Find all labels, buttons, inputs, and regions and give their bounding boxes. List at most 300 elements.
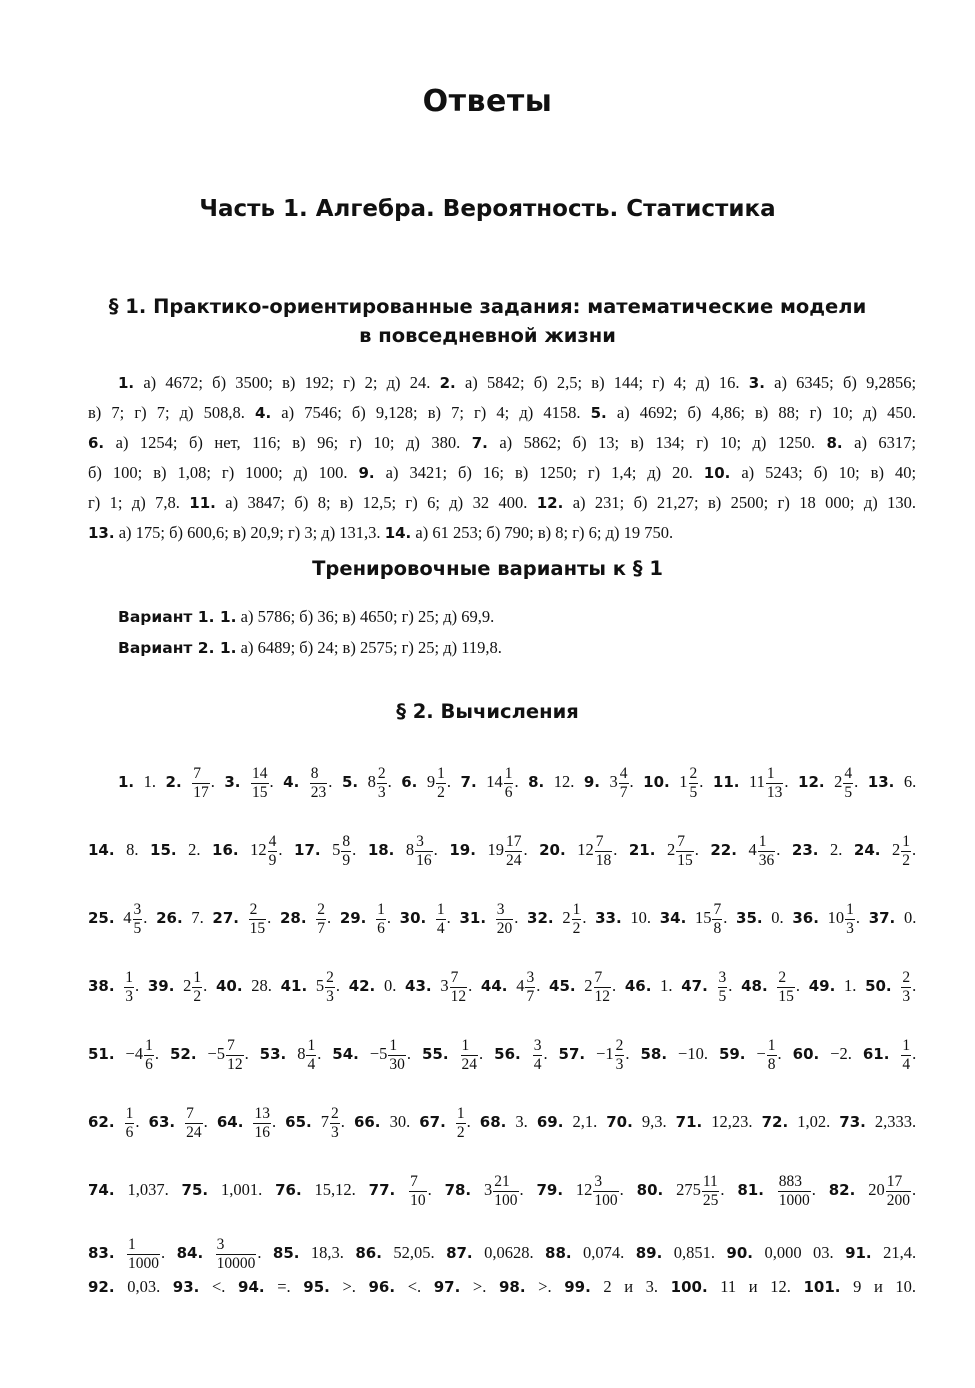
fraction-period: .: [203, 1112, 208, 1131]
answer-text: >.: [472, 1277, 487, 1296]
answer-fraction: [460, 1036, 484, 1073]
fraction: [505, 833, 523, 870]
fraction-period: .: [244, 1044, 249, 1063]
answer-number: 25.: [88, 909, 115, 927]
answer-line: [88, 758, 916, 806]
fraction: [594, 969, 612, 1006]
answer-number: 24.: [853, 841, 881, 859]
fraction-numerator: 21: [493, 1173, 518, 1192]
answer-text: 52,05.: [393, 1243, 435, 1263]
fraction-denominator: 12: [227, 1055, 243, 1073]
fraction-numerator: 1: [846, 900, 854, 918]
fraction-whole: 2: [584, 976, 593, 995]
answer-text: 0,03.: [127, 1277, 161, 1296]
answer-fraction: [183, 968, 208, 1005]
answer-fraction: [575, 1172, 624, 1209]
fraction-denominator: 16: [254, 1123, 270, 1141]
answer-fraction: [694, 900, 728, 937]
fraction-whole: 4: [748, 840, 757, 859]
answer-text: 28.: [251, 976, 272, 995]
answer-text: 2.: [188, 840, 201, 859]
fraction: [124, 969, 134, 1006]
fraction-period: .: [536, 976, 541, 995]
answer-line: [88, 962, 916, 1010]
answer-fraction: [207, 1036, 249, 1073]
answer-fraction: [495, 900, 519, 937]
fraction-denominator: 15: [252, 783, 268, 801]
fraction: [533, 1037, 543, 1074]
fraction-whole: 12: [577, 840, 594, 859]
answer-number: 9.: [583, 773, 601, 791]
fraction-whole: 2: [562, 908, 571, 927]
answer-number: 93.: [172, 1278, 200, 1296]
answer-number: 4.: [283, 773, 300, 791]
fraction-whole: −1: [596, 1044, 614, 1063]
fraction-numerator: 2: [331, 1104, 339, 1122]
answer-number: 38.: [88, 977, 115, 995]
fraction: [845, 901, 855, 938]
answer-line: [88, 1098, 916, 1146]
answer-number: 99.: [564, 1278, 591, 1296]
answer-text: <.: [211, 1277, 226, 1296]
fraction-period: .: [479, 1044, 484, 1063]
fraction-period: .: [328, 772, 333, 791]
answer-number: 83.: [88, 1244, 115, 1263]
answer-number: 52.: [169, 1045, 197, 1063]
answer-number: 101.: [803, 1278, 841, 1296]
fraction-numerator: 7: [192, 765, 210, 784]
answer-number: 67.: [419, 1113, 446, 1131]
fraction-period: .: [625, 1044, 630, 1063]
answer-fraction: [776, 968, 800, 1005]
answer-line: [88, 826, 916, 874]
training-variant-1: [118, 607, 494, 627]
answer-text: а) 5842; б) 2,5; в) 144; г) 4; д) 16.: [464, 373, 740, 392]
answer-fraction: [455, 1104, 471, 1141]
answer-number: 18.: [367, 841, 395, 859]
answer-fraction: [516, 968, 541, 1005]
answer-text: 1,037.: [127, 1180, 169, 1199]
fraction-period: .: [519, 1180, 524, 1199]
answer-number: 78.: [444, 1181, 472, 1199]
answer-number: 40.: [215, 977, 243, 995]
fraction: [777, 969, 795, 1006]
answer-text: 0.: [903, 908, 917, 927]
answer-number: 51.: [88, 1045, 115, 1063]
fraction: [572, 901, 582, 938]
variant-1-label: Вариант 1. 1.: [118, 608, 237, 626]
fraction-denominator: 9: [268, 851, 277, 869]
answer-text: в) 7; г) 7; д) 508,8.: [88, 403, 245, 422]
answer-number: 50.: [865, 977, 892, 995]
fraction: [456, 1105, 466, 1142]
fraction-denominator: 6: [145, 1055, 153, 1073]
answer-number: 14.: [384, 524, 412, 542]
answer-fraction: [184, 1104, 208, 1141]
fraction-period: .: [278, 840, 283, 859]
answer-number: 27.: [212, 909, 239, 927]
fraction-numerator: 14: [252, 764, 268, 782]
fraction-denominator: 2: [572, 919, 581, 937]
answer-number: 77.: [368, 1181, 396, 1199]
fraction-denominator: 2: [193, 987, 202, 1005]
answer-fraction: [756, 1036, 782, 1073]
answer-line: [88, 458, 916, 488]
fraction-whole: 3: [440, 976, 449, 995]
answer-number: 43.: [405, 977, 432, 995]
fraction-period: .: [720, 1180, 725, 1199]
answer-number: 88.: [545, 1244, 572, 1263]
fraction-period: .: [629, 772, 634, 791]
answer-text: =.: [277, 1277, 291, 1296]
fraction-numerator: 4: [268, 832, 277, 850]
answer-text: а) 231; б) 21,27; в) 2500; г) 18 000; д) 130.: [572, 493, 917, 512]
fraction-denominator: 100: [494, 1191, 518, 1209]
answer-number: 53.: [259, 1045, 287, 1063]
answer-number: 7.: [460, 773, 477, 791]
fraction-whole: 2: [892, 840, 901, 859]
answer-number: 36.: [792, 909, 819, 927]
answer-number: 72.: [761, 1113, 789, 1131]
answer-fraction: [487, 832, 528, 869]
fraction: [310, 765, 328, 802]
fraction-denominator: 100: [594, 1191, 618, 1209]
answer-fraction: [405, 832, 438, 869]
answer-number: 23.: [791, 841, 819, 859]
answer-text: а) 3421; б) 16; в) 1250; г) 1,4; д) 20.: [385, 463, 693, 482]
fraction: [316, 901, 326, 938]
answer-number: 8.: [528, 773, 545, 791]
fraction-whole: 4: [123, 908, 132, 927]
answer-fraction: [125, 1036, 159, 1073]
fraction: [377, 765, 387, 802]
answer-fraction: [676, 1172, 725, 1209]
fraction-period: .: [210, 772, 215, 791]
fraction-period: .: [699, 772, 704, 791]
answer-number: 1.: [118, 773, 135, 791]
fraction-denominator: 30: [389, 1055, 405, 1073]
answer-text: −2.: [830, 1044, 852, 1063]
answer-number: 41.: [280, 977, 308, 995]
answer-number: 37.: [868, 909, 896, 927]
fraction-period: .: [446, 908, 451, 927]
answer-text: >.: [342, 1277, 356, 1296]
fraction-numerator: 1: [902, 1036, 911, 1054]
answer-fraction: [834, 764, 859, 801]
fraction-denominator: 2: [902, 851, 911, 869]
fraction-denominator: 200: [886, 1191, 910, 1209]
fraction: [712, 901, 722, 938]
answer-number: 61.: [862, 1045, 890, 1063]
answer-number: 32.: [527, 909, 554, 927]
fraction: [766, 765, 784, 802]
answer-text: б) 100; в) 1,08; г) 1000; д) 100.: [88, 463, 348, 482]
fraction-denominator: 16: [416, 851, 432, 869]
fraction-period: .: [135, 1112, 140, 1131]
answer-number: 48.: [741, 977, 768, 995]
fraction-denominator: 17: [193, 783, 209, 801]
fraction-denominator: 23: [310, 783, 327, 801]
fraction-numerator: 1: [125, 1104, 134, 1122]
fraction-whole: 15: [694, 908, 712, 927]
fraction-denominator: 5: [844, 783, 853, 801]
fraction-numerator: 8: [310, 765, 328, 784]
fraction-whole: −4: [125, 1044, 144, 1063]
fraction-whole: 3: [609, 772, 618, 791]
fraction: [133, 901, 143, 938]
answer-number: 69.: [536, 1113, 564, 1131]
answer-number: 34.: [659, 909, 687, 927]
answer-number: 59.: [718, 1045, 746, 1063]
fraction-numerator: 2: [377, 764, 386, 782]
fraction-numerator: 13: [254, 1104, 270, 1122]
fraction-period: .: [613, 840, 618, 859]
answer-number: 100.: [670, 1278, 708, 1296]
fraction-numerator: 1: [461, 1037, 479, 1056]
answer-number: 87.: [446, 1244, 473, 1263]
fraction: [525, 969, 535, 1006]
fraction-whole: 20: [868, 1180, 885, 1199]
fraction-denominator: 24: [505, 851, 522, 869]
answer-text: 0,000 03.: [764, 1243, 834, 1263]
fraction-whole: 3: [484, 1180, 493, 1199]
fraction: [253, 1105, 271, 1142]
answer-fraction: [584, 968, 617, 1005]
answer-number: 97.: [433, 1278, 461, 1296]
answer-number: 17.: [294, 841, 321, 859]
answer-text: 9,3.: [641, 1112, 667, 1131]
fraction-period: .: [514, 908, 519, 927]
answer-number: 55.: [422, 1045, 449, 1063]
answer-number: 62.: [88, 1113, 115, 1131]
fraction: [619, 765, 629, 802]
answer-number: 57.: [558, 1045, 586, 1063]
answer-fraction: [367, 764, 392, 801]
fraction: [901, 833, 911, 870]
fraction-denominator: 7: [526, 987, 535, 1005]
fraction-denominator: 3: [902, 987, 911, 1005]
answer-fraction: [124, 1104, 140, 1141]
answer-fraction: [215, 1236, 262, 1272]
answer-number: 29.: [339, 909, 367, 927]
answer-fraction: [123, 968, 140, 1005]
answer-fraction: [250, 764, 274, 801]
answer-number: 12.: [536, 494, 564, 512]
fraction: [450, 969, 468, 1006]
fraction-whole: 8: [367, 772, 376, 791]
answer-line: [88, 1030, 916, 1078]
answer-line: [88, 1166, 916, 1214]
fraction-numerator: 2: [615, 1036, 624, 1054]
fraction-period: .: [523, 840, 528, 859]
answer-fraction: [679, 764, 704, 801]
fraction-numerator: 2: [317, 900, 325, 918]
fraction-numerator: 3: [526, 968, 535, 986]
answer-number: 13.: [867, 773, 895, 791]
answer-number: 76.: [275, 1181, 302, 1199]
fraction-numerator: 2: [326, 968, 334, 986]
fraction: [127, 1236, 160, 1273]
fraction-denominator: 8: [767, 1055, 776, 1073]
answer-text: 0.: [383, 976, 397, 995]
fraction: [341, 833, 351, 870]
answer-fraction: [332, 832, 357, 869]
fraction: [758, 833, 776, 870]
fraction-period: .: [582, 908, 587, 927]
answer-line: [88, 488, 916, 518]
answer-number: 31.: [459, 909, 487, 927]
answer-number: 12.: [798, 773, 825, 791]
fraction-denominator: 3: [326, 987, 334, 1005]
fraction-numerator: 7: [595, 833, 613, 852]
fraction-numerator: 7: [226, 1037, 244, 1056]
fraction-whole: 5: [332, 840, 341, 859]
fraction-numerator: 1: [377, 900, 385, 918]
fraction: [493, 1173, 518, 1210]
fraction-period: .: [543, 1044, 548, 1063]
answer-number: 98.: [498, 1278, 526, 1296]
fraction: [251, 765, 269, 802]
fraction-period: .: [317, 1044, 322, 1063]
fraction-period: .: [912, 976, 917, 995]
answer-number: 90.: [726, 1244, 753, 1263]
fraction-denominator: 4: [533, 1055, 542, 1073]
fraction-numerator: 1: [437, 764, 445, 782]
answer-fraction: [250, 832, 283, 869]
fraction-denominator: 18: [595, 851, 612, 869]
fraction-numerator: 4: [619, 764, 628, 782]
answer-fraction: [426, 764, 452, 801]
answer-text: <.: [407, 1277, 422, 1296]
fraction-numerator: 7: [185, 1105, 203, 1124]
answer-number: 94.: [238, 1278, 265, 1296]
answer-number: 96.: [368, 1278, 396, 1296]
fraction: [461, 1037, 479, 1074]
answer-text: а) 1254; б) нет, 116; в) 96; г) 10; д) 380.: [115, 433, 461, 452]
fraction-numerator: 2: [249, 901, 267, 920]
fraction-denominator: 20: [496, 919, 513, 937]
answer-text: 1,001.: [220, 1180, 263, 1199]
answer-number: 21.: [628, 841, 656, 859]
fraction: [436, 901, 446, 938]
fraction-period: .: [203, 976, 208, 995]
fraction: [843, 765, 853, 802]
answer-number: 46.: [624, 977, 652, 995]
fraction-denominator: 10: [410, 1191, 426, 1209]
fraction-denominator: 15: [249, 919, 266, 937]
fraction: [504, 765, 514, 802]
answer-number: 16.: [212, 841, 239, 859]
fraction-period: .: [340, 1112, 345, 1131]
answer-text: а) 175; б) 600,6; в) 20,9; г) 3; д) 131,3.: [118, 523, 381, 542]
fraction-period: .: [406, 1044, 412, 1063]
fraction: [702, 1173, 720, 1210]
answer-fraction: [596, 1036, 630, 1073]
fraction-numerator: 3: [415, 833, 433, 852]
answer-number: 3.: [224, 773, 241, 791]
fraction-period: .: [912, 1044, 917, 1063]
answer-fraction: [486, 764, 519, 801]
fraction-period: .: [335, 976, 340, 995]
fraction-period: .: [267, 908, 272, 927]
fraction-numerator: 1: [436, 900, 445, 918]
answer-fraction: [320, 1104, 345, 1141]
fraction-numerator: 7: [676, 833, 694, 852]
fraction-denominator: 3: [331, 1123, 339, 1141]
fraction: [125, 1105, 135, 1142]
answer-line: [88, 428, 916, 458]
answer-number: 8.: [826, 434, 843, 452]
fraction-period: .: [776, 840, 781, 859]
fraction-period: .: [811, 1180, 816, 1199]
fraction-denominator: 15: [677, 851, 693, 869]
answer-fraction: [297, 1036, 322, 1073]
fraction-numerator: 1: [145, 1036, 153, 1054]
fraction-denominator: 3: [615, 1055, 624, 1073]
fraction-numerator: 7: [409, 1173, 427, 1192]
fraction-denominator: 13: [766, 783, 783, 801]
answer-number: 20.: [539, 841, 566, 859]
fraction-numerator: 3: [533, 1036, 542, 1054]
answer-fraction: [892, 832, 917, 869]
answer-text: 7.: [191, 908, 204, 927]
answer-number: 3.: [748, 374, 765, 392]
fraction: [249, 901, 267, 938]
fraction: [185, 1105, 203, 1142]
fraction-period: .: [784, 772, 789, 791]
answer-fraction: [315, 968, 340, 1005]
answer-number: 6.: [401, 773, 418, 791]
fraction-period: .: [777, 1044, 782, 1063]
variant-2-text: а) 6489; б) 24; в) 2575; г) 25; д) 119,8.: [240, 638, 502, 657]
fraction-denominator: 9: [342, 851, 351, 869]
answer-text: 11 и 12.: [720, 1277, 791, 1296]
answer-fraction: [777, 1172, 816, 1209]
fraction-period: .: [612, 976, 617, 995]
fraction-period: .: [161, 1243, 166, 1263]
fraction-period: .: [446, 772, 452, 791]
fraction-denominator: 4: [436, 919, 445, 937]
answer-fraction: [484, 1172, 524, 1209]
answer-number: 15.: [150, 841, 177, 859]
fraction-whole: 14: [486, 772, 503, 791]
fraction-period: .: [135, 976, 140, 995]
fraction-numerator: 1: [767, 1036, 776, 1054]
answer-number: 1.: [118, 374, 135, 392]
fraction-numerator: 1: [125, 968, 134, 986]
answer-number: 4.: [255, 404, 272, 422]
answer-text: 21,4.: [883, 1243, 917, 1263]
answer-fraction: [717, 968, 733, 1005]
fraction-numerator: 1: [127, 1236, 160, 1255]
answer-fraction: [748, 832, 781, 869]
fraction: [144, 1037, 154, 1074]
section1-answers: [88, 368, 916, 548]
fraction-numerator: 1: [388, 1037, 406, 1056]
fraction-period: .: [795, 976, 800, 995]
fraction-period: .: [327, 908, 332, 927]
fraction: [767, 1037, 777, 1074]
fraction-period: .: [143, 908, 148, 927]
answer-fraction: [369, 1036, 412, 1073]
fraction-whole: 10: [827, 908, 845, 927]
answer-text: 8.: [126, 840, 139, 859]
answer-number: 39.: [147, 977, 175, 995]
answer-fraction: [375, 900, 391, 937]
fraction-period: .: [271, 1112, 277, 1131]
answer-text: 15,12.: [314, 1180, 356, 1199]
fraction: [676, 833, 694, 870]
